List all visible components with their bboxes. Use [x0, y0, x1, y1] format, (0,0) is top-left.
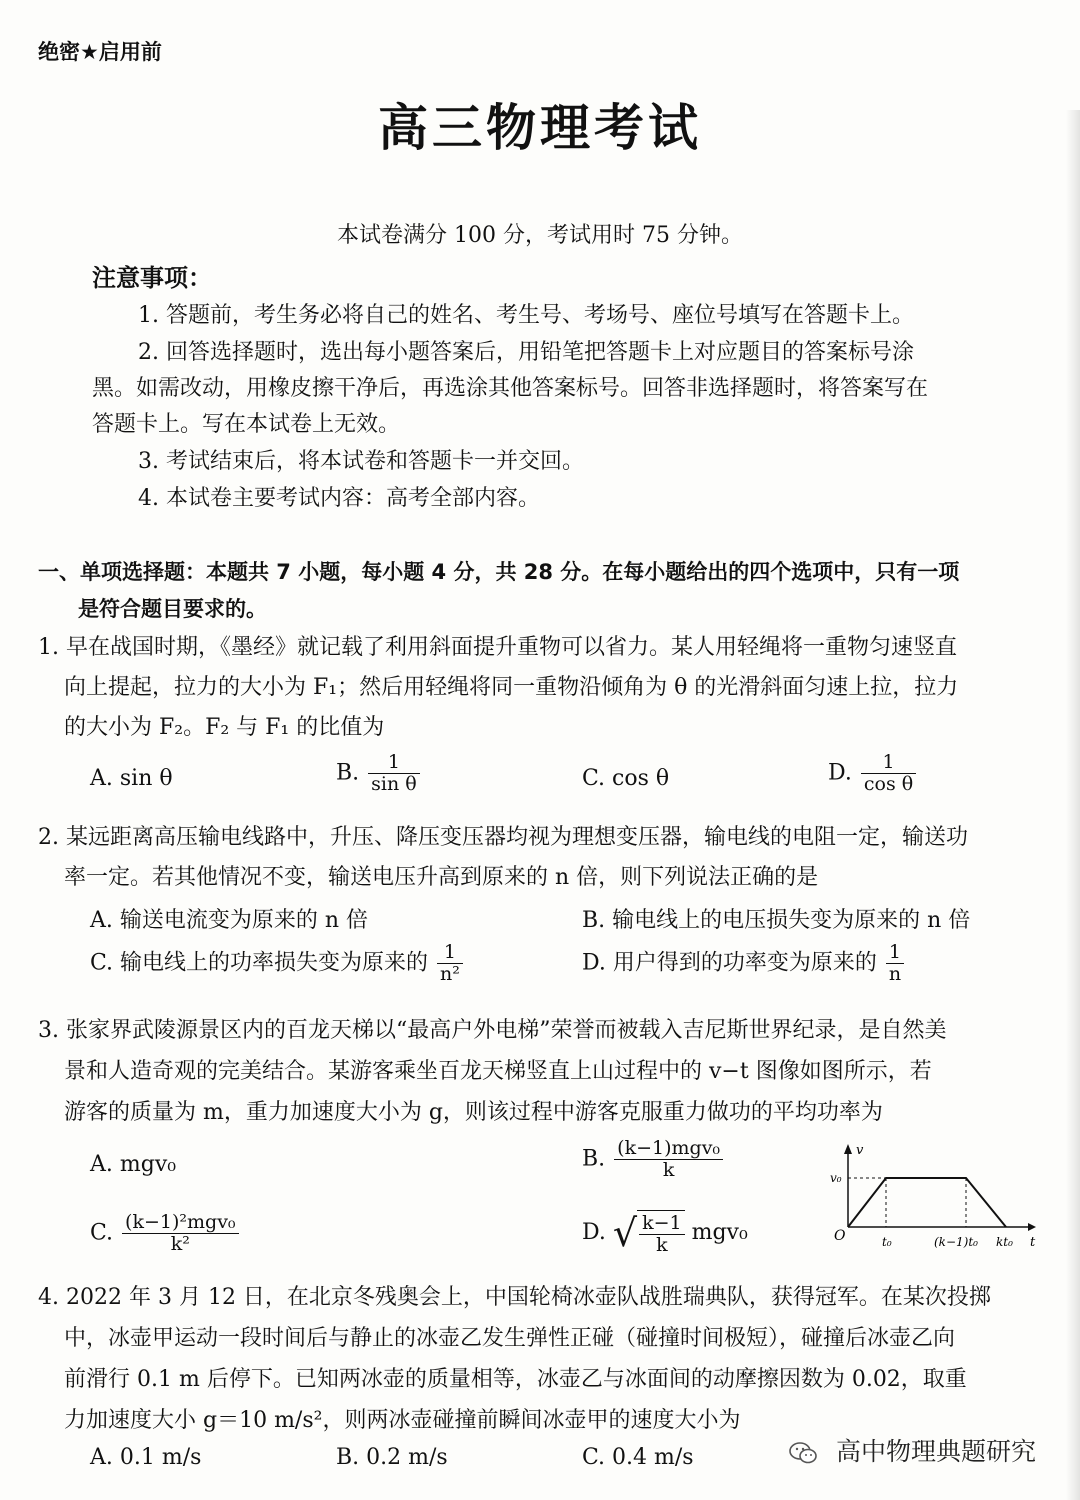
sqrt-expression — [613, 1210, 685, 1256]
notice-line: 2. 回答选择题时，选出每小题答案后，用铅笔把答题卡上对应题目的答案标号涂 — [138, 340, 914, 365]
notice-line: 答题卡上。写在本试卷上无效。 — [92, 412, 401, 437]
q2-option-b: B. 输电线上的电压损失变为原来的 n 倍 — [582, 908, 971, 933]
fraction-numerator: (k−1)²mgv₀ — [122, 1212, 239, 1234]
notice-line: 1. 答题前，考生务必将自己的姓名、考生号、考场号、座位号填写在答题卡上。 — [138, 303, 914, 328]
wechat-icon — [788, 1440, 818, 1466]
question-text: 率一定。若其他情况不变，输送电压升高到原来的 n 倍，则下列说法正确的是 — [64, 865, 819, 890]
fraction — [614, 1138, 723, 1181]
fraction-numerator: 1 — [861, 752, 916, 774]
notice-line: 4. 本试卷主要考试内容：高考全部内容。 — [138, 486, 540, 511]
q4-option-b: B. 0.2 m/s — [336, 1445, 448, 1470]
question-text: 4. 2022 年 3 月 12 日，在北京冬残奥会上，中国轮椅冰壶队战胜瑞典队，获得冠军。在某次投掷 — [38, 1285, 991, 1310]
sqrt-symbol: √ — [612, 1210, 638, 1255]
origin-label: O — [834, 1228, 846, 1244]
y-axis-label: v — [856, 1143, 864, 1158]
question-text: 1. 早在战国时期，《墨经》就记载了利用斜面提升重物可以省力。某人用轻绳将一重物匀速竖直 — [38, 635, 957, 660]
question-text: 2. 某远距离高压输电线路中，升压、降压变压器均视为理想变压器，输电线的电阻一定，输送功 — [38, 825, 968, 850]
q3-option-c — [90, 1212, 239, 1255]
option-label: D. — [582, 1219, 606, 1245]
q1-option-c: C. cos θ — [582, 766, 670, 791]
q4-option-c: C. 0.4 m/s — [582, 1445, 694, 1470]
y-axis-arrow — [844, 1144, 852, 1154]
k1t0-label: (k−1)t₀ — [934, 1235, 978, 1249]
x-axis-arrow — [1028, 1223, 1036, 1231]
q1-option-b — [336, 752, 420, 795]
question-text: 的大小为 F₂。F₂ 与 F₁ 的比值为 — [64, 715, 385, 740]
fraction — [861, 752, 916, 795]
q1-option-d — [828, 752, 916, 795]
fraction-numerator: 1 — [437, 942, 463, 964]
question-text: 3. 张家界武陵源景区内的百龙天梯以“最高户外电梯”荣誉而被载入吉尼斯世界纪录，是自然美 — [38, 1018, 947, 1043]
question-text: 中，冰壶甲运动一段时间后与静止的冰壶乙发生弹性正碰（碰撞时间极短），碰撞后冰壶乙向 — [64, 1326, 956, 1351]
fraction — [122, 1212, 239, 1255]
fraction-denominator: sin θ — [371, 772, 417, 795]
fraction-denominator: k — [656, 1233, 668, 1256]
exam-title: 高三物理考试 — [378, 99, 702, 157]
fraction — [368, 752, 420, 795]
fraction-denominator: n — [888, 962, 902, 985]
section-heading: 一、单项选择题：本题共 7 小题，每小题 4 分，共 28 分。在每小题给出的四个选项中，只有一项 — [38, 560, 960, 584]
fraction-numerator: (k−1)mgv₀ — [614, 1138, 723, 1160]
fraction-numerator: 1 — [368, 752, 420, 774]
section-heading: 是符合题目要求的。 — [78, 597, 267, 621]
option-text: C. 输电线上的功率损失变为原来的 — [90, 950, 429, 976]
q3-option-a: A. mgv₀ — [90, 1152, 177, 1177]
fraction-denominator: n² — [440, 962, 460, 985]
question-text: 力加速度大小 g＝10 m/s²，则两冰壶碰撞前瞬间冰壶甲的速度大小为 — [64, 1408, 741, 1433]
watermark-text: 高中物理典题研究 — [835, 1437, 1036, 1466]
t0-label: t₀ — [882, 1235, 892, 1249]
page-edge-shadow — [1066, 110, 1080, 1500]
q2-option-d — [582, 942, 904, 985]
option-text: D. 用户得到的功率变为原来的 — [582, 950, 877, 976]
v0-label: v₀ — [830, 1171, 842, 1185]
question-text: 景和人造奇观的完美结合。某游客乘坐百龙天梯竖直上山过程中的 v−t 图像如图所示，若 — [64, 1059, 932, 1084]
q3-option-d — [582, 1210, 748, 1256]
q4-option-a: A. 0.1 m/s — [90, 1445, 202, 1470]
notice-title: 注意事项： — [92, 264, 212, 292]
option-label: C. — [90, 1220, 114, 1246]
notice-line: 黑。如需改动，用橡皮擦干净后，再选涂其他答案标号。回答非选择题时，将答案写在 — [92, 376, 929, 401]
vt-graph — [828, 1140, 1043, 1252]
secret-label: 绝密★启用前 — [38, 40, 162, 64]
velocity-curve — [848, 1178, 1006, 1227]
fraction-denominator: k² — [170, 1232, 190, 1255]
fraction-denominator: cos θ — [863, 772, 914, 795]
q1-option-a: A. sin θ — [90, 766, 173, 791]
fraction-numerator: k−1 — [639, 1213, 685, 1235]
fraction — [886, 942, 904, 985]
option-tail: mgv₀ — [691, 1219, 748, 1245]
exam-intro: 本试卷满分 100 分，考试用时 75 分钟。 — [337, 223, 743, 248]
question-text: 向上提起，拉力的大小为 F₁；然后用轻绳将同一重物沿倾角为 θ 的光滑斜面匀速上拉，拉力 — [64, 675, 959, 700]
x-axis-label: t — [1030, 1235, 1036, 1250]
sqrt-body — [637, 1210, 685, 1256]
q3-option-b — [582, 1138, 723, 1181]
fraction — [437, 942, 463, 985]
question-text: 前滑行 0.1 m 后停下。已知两冰壶的质量相等，冰壶乙与冰面间的动摩擦因数为 0.02，取重 — [64, 1367, 967, 1392]
fraction — [639, 1213, 685, 1256]
q2-option-c — [90, 942, 463, 985]
q2-option-a: A. 输送电流变为原来的 n 倍 — [90, 908, 369, 933]
option-label: D. — [828, 760, 852, 786]
question-text: 游客的质量为 m，重力加速度大小为 g，则该过程中游客克服重力做功的平均功率为 — [64, 1100, 883, 1125]
fraction-numerator: 1 — [886, 942, 904, 964]
option-label: B. — [582, 1146, 606, 1172]
fraction-denominator: k — [662, 1158, 675, 1181]
notice-line: 3. 考试结束后，将本试卷和答题卡一并交回。 — [138, 449, 584, 474]
option-label: B. — [336, 760, 360, 786]
kt0-label: kt₀ — [996, 1235, 1013, 1249]
watermark — [788, 1432, 1036, 1468]
